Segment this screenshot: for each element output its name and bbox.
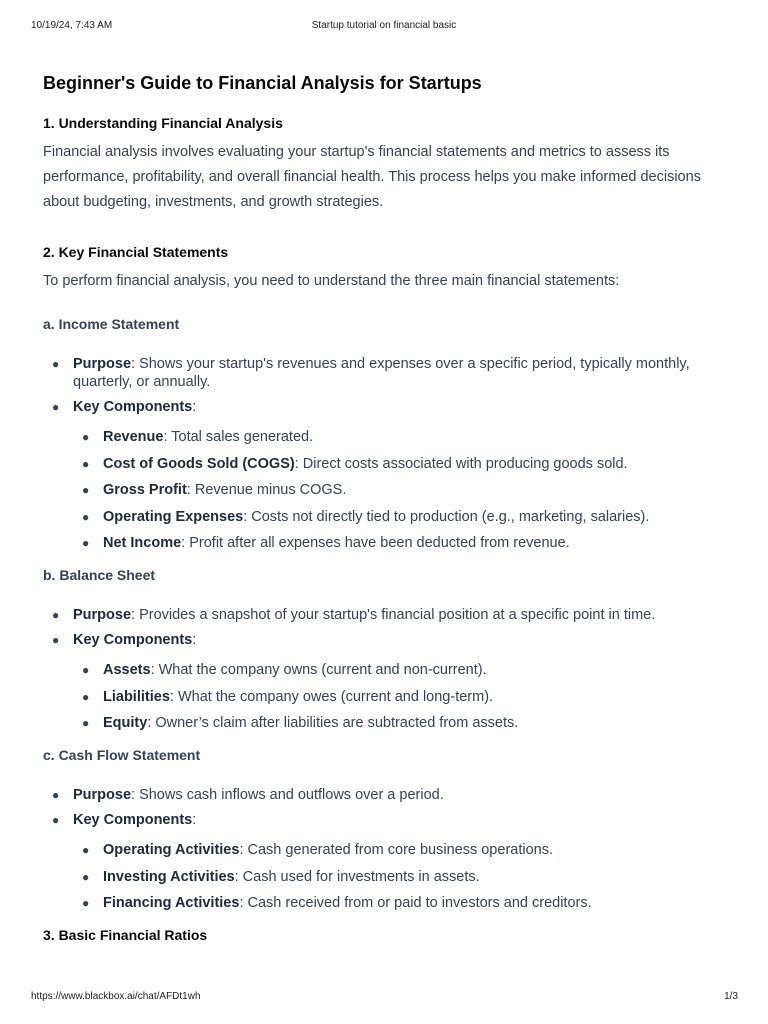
bullet-dot: ● bbox=[52, 608, 60, 622]
item-text: : Total sales generated. bbox=[163, 429, 314, 445]
page-number: 1/3 bbox=[724, 991, 738, 1002]
list-item bbox=[52, 355, 733, 391]
item-label: Key Components bbox=[73, 399, 193, 415]
list-item bbox=[82, 661, 733, 679]
item-label: Purpose bbox=[73, 607, 132, 623]
bullet-dot: ● bbox=[52, 633, 60, 647]
item-text: : Shows cash inflows and outflows over a period. bbox=[131, 787, 444, 803]
print-footer bbox=[0, 991, 768, 1005]
bullet-dot: ● bbox=[82, 456, 90, 471]
list-item bbox=[82, 894, 733, 912]
list-item bbox=[82, 455, 733, 473]
item-text: : Revenue minus COGS. bbox=[186, 482, 347, 498]
list-item bbox=[82, 688, 733, 706]
section-intro-statements: To perform financial analysis, you need to understand the three main financial statements: bbox=[43, 273, 620, 289]
list-item bbox=[82, 714, 733, 732]
item-text: : bbox=[192, 632, 197, 648]
item-text: : Provides a snapshot of your startup's financial position at a specific point in time. bbox=[131, 607, 656, 623]
subsection-heading-cashflow: c. Cash Flow Statement bbox=[43, 747, 201, 763]
item-label: Net Income bbox=[103, 535, 182, 551]
list-item bbox=[52, 631, 733, 732]
bullet-dot: ● bbox=[52, 813, 60, 827]
section-body-understanding: Financial analysis involves evaluating your startup's financial statements and metrics to assess its performance, profitability, and overall financial health. This process helps you make informed decisions about budgeting, investments, and growth strategies. bbox=[43, 144, 701, 210]
item-text: : bbox=[192, 812, 197, 828]
item-label: Cost of Goods Sold (COGS) bbox=[103, 455, 295, 472]
print-datetime: 10/19/24, 7:43 AM bbox=[31, 20, 113, 31]
section-heading-ratios: 3. Basic Financial Ratios bbox=[43, 927, 208, 943]
balance-components-list bbox=[73, 661, 733, 732]
item-text: : Owner’s claim after liabilities are subtracted from assets. bbox=[147, 715, 519, 731]
item-label: Equity bbox=[103, 715, 148, 731]
bullet-dot: ● bbox=[52, 788, 60, 802]
bullet-dot: ● bbox=[82, 843, 90, 857]
income-components-list bbox=[73, 428, 733, 552]
bullet-dot: ● bbox=[82, 869, 90, 884]
cashflow-components-list bbox=[73, 841, 733, 912]
list-item bbox=[82, 841, 733, 859]
document-content bbox=[43, 70, 733, 945]
item-label: Key Components bbox=[73, 812, 193, 828]
item-text: : Shows your startup's revenues and expenses over a specific period, typically monthly, quarterly, or annually. bbox=[73, 356, 690, 390]
item-label: Liabilities bbox=[103, 688, 170, 705]
list-item bbox=[82, 481, 733, 499]
item-text: : Cash used for investments in assets. bbox=[234, 868, 480, 885]
list-item bbox=[82, 534, 733, 552]
subsection-heading-income: a. Income Statement bbox=[43, 316, 180, 332]
bullet-dot: ● bbox=[82, 689, 90, 704]
bullet-dot: ● bbox=[52, 357, 60, 371]
item-text: : What the company owns (current and non-current). bbox=[150, 662, 487, 678]
item-text: : bbox=[192, 399, 197, 415]
print-header bbox=[0, 20, 768, 34]
list-item bbox=[52, 786, 733, 804]
item-text: : Cash generated from core business operations. bbox=[239, 842, 553, 858]
item-label: Investing Activities bbox=[103, 868, 235, 885]
item-label: Purpose bbox=[73, 787, 132, 803]
bullet-dot: ● bbox=[82, 716, 90, 730]
item-text: : What the company owes (current and long-term). bbox=[169, 688, 494, 705]
bullet-dot: ● bbox=[82, 896, 90, 910]
bullet-dot: ● bbox=[82, 430, 90, 444]
item-text: : Cash received from or paid to investors and creditors. bbox=[239, 895, 592, 911]
subsection-heading-balance: b. Balance Sheet bbox=[43, 567, 156, 583]
bullet-dot: ● bbox=[82, 483, 90, 497]
item-label: Operating Expenses bbox=[103, 508, 244, 525]
print-url: https://www.blackbox.ai/chat/AFDt1wh bbox=[31, 991, 201, 1002]
bullet-dot: ● bbox=[82, 536, 90, 550]
bullet-dot: ● bbox=[82, 509, 90, 524]
bullet-dot: ● bbox=[52, 400, 60, 414]
item-text: : Costs not directly tied to production (e.g., marketing, salaries). bbox=[243, 508, 650, 525]
list-item bbox=[82, 508, 733, 526]
section-heading-understanding: 1. Understanding Financial Analysis bbox=[43, 115, 283, 131]
item-label: Revenue bbox=[103, 429, 164, 445]
list-item bbox=[52, 606, 733, 624]
item-label: Purpose bbox=[73, 356, 132, 372]
list-item bbox=[82, 428, 733, 446]
income-list bbox=[43, 355, 733, 552]
item-text: : Direct costs associated with producing goods sold. bbox=[294, 455, 628, 472]
list-item bbox=[52, 811, 733, 912]
item-label: Key Components bbox=[73, 632, 193, 648]
item-label: Gross Profit bbox=[103, 482, 187, 498]
item-label: Assets bbox=[103, 662, 151, 678]
list-item bbox=[82, 868, 733, 886]
item-label: Operating Activities bbox=[103, 842, 240, 858]
list-item bbox=[52, 398, 733, 552]
balance-list bbox=[43, 606, 733, 732]
item-label: Financing Activities bbox=[103, 895, 240, 911]
section-heading-statements: 2. Key Financial Statements bbox=[43, 244, 229, 260]
cashflow-list bbox=[43, 786, 733, 912]
bullet-dot: ● bbox=[82, 663, 90, 677]
print-page-title: Startup tutorial on financial basic bbox=[311, 20, 457, 31]
document-title: Beginner's Guide to Financial Analysis for Startups bbox=[43, 73, 482, 93]
item-text: : Profit after all expenses have been deducted from revenue. bbox=[181, 535, 570, 551]
